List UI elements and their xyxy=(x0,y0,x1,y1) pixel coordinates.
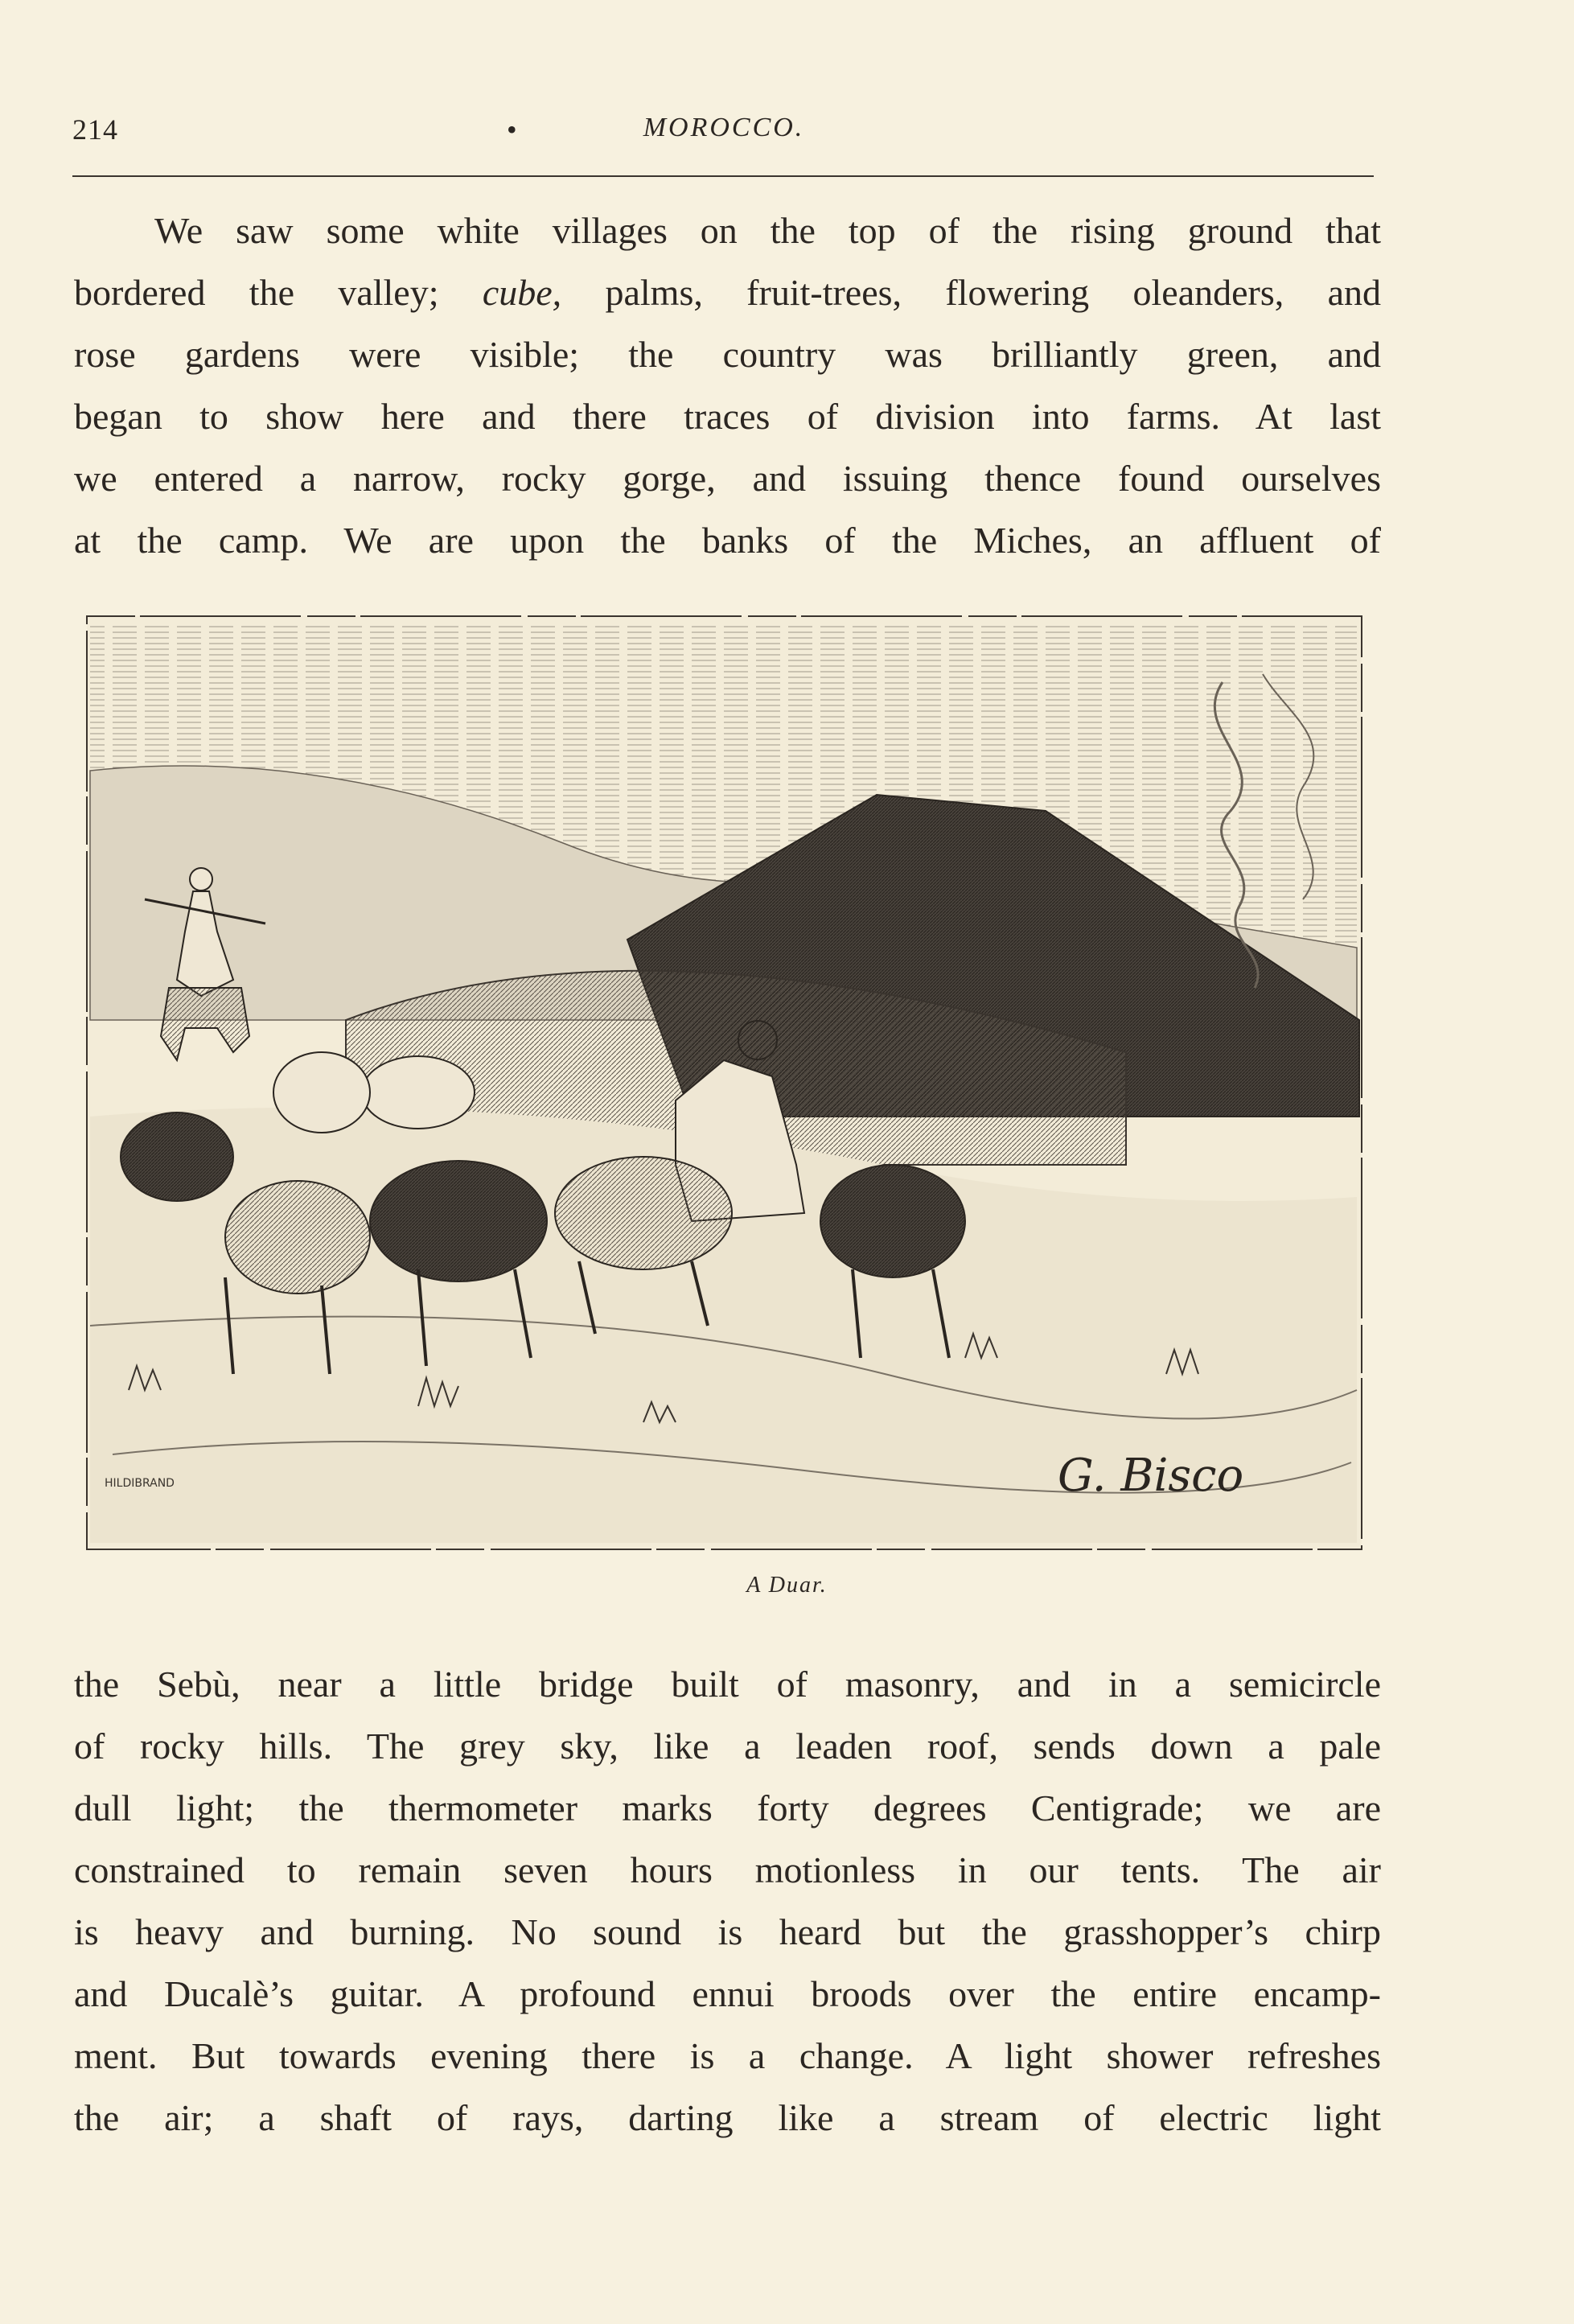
engraving-image xyxy=(80,602,1367,1555)
page-number: 214 xyxy=(72,113,118,146)
text-line: bordered the valley; cube, palms, fruit-trees, flowering oleanders, and xyxy=(74,272,1381,313)
text-line: dull light; the thermometer marks forty degrees Centigrade; we are xyxy=(74,1787,1381,1828)
engraving-illustration xyxy=(80,602,1367,1555)
text-line: ment. But towards evening there is a change. A light shower refreshes xyxy=(74,2035,1381,2076)
text-line: is heavy and burning. No sound is heard but the grasshopper’s chirp xyxy=(74,1911,1381,1952)
text-line: rose gardens were visible; the country was brilliantly green, and xyxy=(74,334,1381,375)
figure-caption: A Duar. xyxy=(746,1573,828,1598)
text-line: We saw some white villages on the top of the rising ground that xyxy=(154,210,1381,251)
paragraph-top xyxy=(74,199,1381,571)
header-rule xyxy=(72,175,1374,177)
paragraph-bottom xyxy=(74,1653,1381,2149)
page-header xyxy=(72,113,1375,161)
text-line: we entered a narrow, rocky gorge, and issuing thence found ourselves xyxy=(74,458,1381,499)
text-line: and Ducalè’s guitar. A profound ennui broods over the entire encamp- xyxy=(74,1973,1381,2014)
text-line: of rocky hills. The grey sky, like a leaden roof, sends down a pale xyxy=(74,1726,1381,1767)
italic-term: cube, xyxy=(482,272,562,313)
text-line: at the camp. We are upon the banks of the Miches, an affluent of xyxy=(74,520,1381,561)
text-line: constrained to remain seven hours motionless in our tents. The air xyxy=(74,1849,1381,1890)
text-line: began to show here and there traces of division into farms. At last xyxy=(74,396,1381,437)
text-line: the air; a shaft of rays, darting like a stream of electric light xyxy=(74,2097,1381,2138)
artist-signature: G. Bisco xyxy=(1058,1450,1244,1502)
text-line: the Sebù, near a little bridge built of masonry, and in a semicircle xyxy=(74,1664,1381,1705)
header-separator: • xyxy=(507,113,517,146)
engraver-mark: HILDIBRAND xyxy=(105,1477,175,1490)
running-title: MOROCCO. xyxy=(643,113,805,142)
